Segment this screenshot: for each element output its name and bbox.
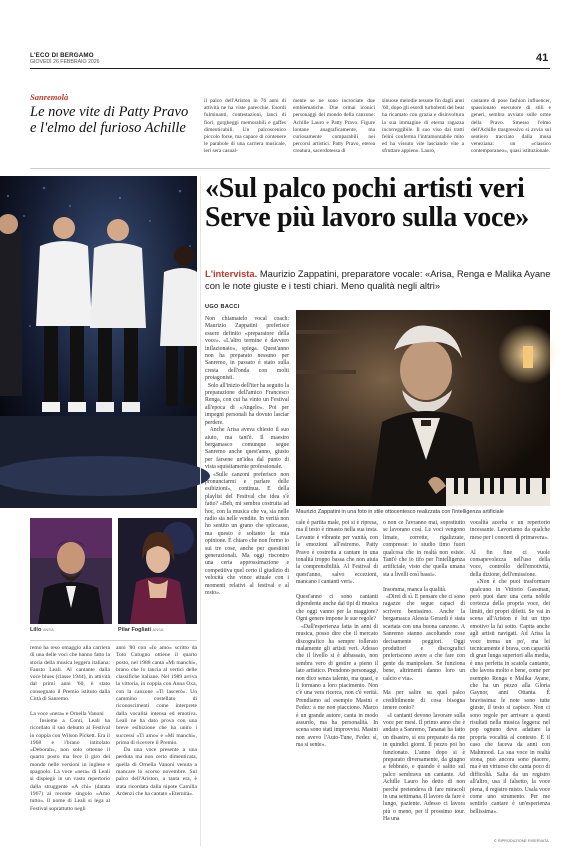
byline: UGO BACCI	[205, 304, 240, 310]
pilar-fogliati-photo	[118, 518, 197, 624]
pilar-credit: ANSA	[152, 627, 164, 632]
subhead-text: Maurizio Zappatini, preparatore vocale: «Arisa, Renga e Malika Ayane con le note giuste e i testi chiari. Meno qualità negli altri»	[205, 268, 551, 291]
page-number: 41	[536, 52, 549, 64]
lillo-caption	[30, 627, 54, 633]
sidebar-column-1: il palco dell'Ariston in 76 anni di attività ne ha viste parecchie. Esordi fulminanti, contestazioni, lanci di fiori, gorgheggi memorabili e gaffes dimenticabili. Un palcoscenico piccolo forse, ma capace di contenere le parabole di una carriera musicale, ieri sera casual-	[204, 98, 288, 155]
header-rule	[30, 68, 550, 69]
sidebar-column-3: sinuose melodie tessute fin dagli anni '60, dopo gli esordi turbolenti del beat ha ricamato con grazia e disinvoltura la sua immagine di eterna ragazza incorreggibile. Il suo viso dai tratti felini conferma l'intramontabile mito ed ha vissuto vite lasciando vite a sfruttare appieno. Lauro,	[382, 98, 466, 155]
subhead	[205, 268, 555, 292]
portrait-caption: Maurizio Zappatini in una foto in stile ottocentesco realizzata con l'intelligenza artificiale	[296, 509, 504, 515]
masthead: L'ECO DI BERGAMO	[30, 52, 94, 59]
lillo-photo	[30, 518, 112, 624]
stage-photo	[0, 176, 197, 508]
article-column-1: Non chiamatelo vocal coach: Maurizio Zappatini preferisce essere definito «preparatore della voce». «L'altro termine è davvero inflazionato», spiega. Quest'anno non ha preparato nessuno per Sanremo, in passato è stato sulla cresta dell'onda con molti protagonisti. Solo all'inizio dell'iter ha seguito la preparazione dell'amico Francesco Renga, con cui ha vinto un Festival all'epoca di «Angelo». Poi per impegni personali ha dovuto lasciar perdere. Anche Arisa aveva chiesto il suo aiuto, ma tant'è. Il maestro bergamasco comunque segue Sanremo anche quest'anno, giusto per farsene un'idea dal punto di vista squisitamente professionale. «Sulle canzoni preferisco non pronunciarmi e parlare delle esibizioni», continua. E della playlist del Festival che idea s'è fatto? «Beh, mi sembra costruita ad hoc, con la musica che va, sia nelle radio sia nelle vendite. In verità non ho sentito un grano che spiccasse, ma questo è soltanto la mia opinione. È chiaro che non formo io sui tre cose, anche per questioni generazionali. Ma oggi riscontro una certa approssimazione e competitiva quel certo il giudizio di velocità che vince attuale con i momenti relativi al festival e al resto».	[205, 316, 290, 597]
lillo-credit: ANSA	[42, 627, 54, 632]
reproduction-note: © RIPRODUZIONE RISERVATA	[494, 839, 549, 843]
article-column-4: vocalità acerba e un repertorio incessante. Lavoriamo da qualche mese per i concerti di primavera». Al fin fine ci vuole consapevolezza nell'uso della voce, controllo dell'emotività, della dizione, dell'emissione. «Non è che puoi trasformare qualcuno in Vittorio Gassman, però puoi dare una certa nobile cortezza della propria voce, dei limiti, dei propri difetti. Se vai in scena all'Ariston è lui un tipo emotivo la fai sotto. Capita anche agli artisti navigati. Ad Arisa la voce trema un po', ma lei tecnicamente è brava, con capacità di gran lunga superiori alla media, è una perfetta in scatola cantante, che lavora molto e bene, come per esempio Renga e Malika Ayane, che ha un pezzo alla Gloria Gaynor, anni Ottanta. È bravissima: le note sono tutte giuste, il testo si capisce. Non ci sono regole per arrivare a questi risultati nella musica leggera: nel pop ognuno deve adattare la propria vocalità al contesto. È il caso che faceva da anni con Mahmood. La sua voce in realtà stona, può ancora sono piacere, ma è un virtuoso che canta poco di difficoltà. Salta da un registro all'altro, usa il falsetto, la voce piena, il registro misto. Usala voce come uno strumento. Per me sentirlo cantare è un'esperienza bellissima».	[470, 520, 551, 815]
bottom-left-column-1: remo ha reso omaggio alla carriera di una delle voci che hanno fatto la storia della musica leggera italiana: Fausto Leali. Al cantante dalla voce blues (classe 1944), in attività dal primi anni '60, è stato consegnato il Premio istituto dalla Città di Sanremo. La voce «nera» e Ornella Vanoni Insieme a Conti, Leali ha ricordato il suo debutto al Festival in coppia con Wilson Pickett. Era il 1968 e l'brano intitolato «Deborah», non solo ottenne il quarto posto ma fece il giro del mondo nelle versioni in inglese e spagnolo. La voce «nera» di Leali si dispiegò in un vasto repertorio dalla struggente «A chi» (datata 1967) al recente singolo «Amo tutto». Il nome di Leali si lega al Festival soprattutto negli	[30, 645, 110, 812]
article-column-2: cale è partita male, poi si è ripresa, ma il testo è rimasto nella sua testa. Levante è vibrante per vanità, con le emozioni all'estremo. Patty Pravo è costretta a cantare in una tonalità troppo bassa che non aiuta la comprensibilità. Al Festival di quest'anno, salvo eccezioni, mancano i cantanti veri». Quest'anno ci sono cantanti dipendente anche dai tipi di musica che oggi vanno per la maggiore? Ogni genere impone le sue regole? «Dall'esperienza fatta in anni di musica, posso dire che il mercato discografico ha sempre tollerato malamente gli artisti veri. Adesso che il livello si è abbassato, non sembra vero di gestire a pieno il lato artistico. Prendono personaggi, non dico senza talento, ma quasi, e li formano a loro piacimento. Non c'è una vera ricerca, non c'è verità. Prendiamo ad esempio Masini e Fedez: a me non piacciono. Marco è un grande autore, canta in modo assurdo, ma ha personalità. In scena sono stati improvvisi. Masini non avevo l'Auto-Tune, Fedez sì, ma si sente».	[296, 520, 378, 749]
sidebar-title: Le nove vite di Patty Pravo e l'elmo del furioso Achille	[30, 104, 189, 136]
article-column-3: o non ce l'avranno mai, soprattutto se lavorano così. Le voci vengono limate, corrette, rigalizzate, compresse: io studio timo fuori qualcosa che in realtà non esiste. Tant'è che io tifo per l'intelligenza artificiale, visto che quella umana sta a livelli così bassi». Insomma, manca la qualità. «Direi di sì. E pensare che ci sono ragazze che segue capaci di scrivere benissimo. Anche la bergamasca Alessia Gerardi è stata scartata con una buona canzone. A Sanremo stanno ascoltando cose decisamente peggiori. Oggi produttori e discografici preferiscono avere a che fare con gente da manipolare. Se funziona bene, altrimenti danno loro un calcio e via». Ma per salire su quel palco credibilmente di cosa bisogna tenere conto? «I cantanti devono lavorare sulla voce per mesi. Il primo anno che è andato a Sanremo, Tananai ha fatto un disastro, si era preparato da me in quindici giorni. Il pezzo poi ho funzionato. L'anno dopo si è preparato diversamente, da giugno a febbraio, e quando è salito sul palco sembrava un cantante. Ad Achille Lauro ho detto di non perché pretendeva di fare miracoli in una settimana. Il lavoro da fare è lungo, paziente. Adesso ci lavora più o meno, per il prossimo tour. Ha una	[383, 520, 466, 823]
bottom-left-rule	[30, 640, 197, 641]
bottom-left-column-2: anni '80 con «Io amo» scritto da Toto Cutugno ottiene il quarto posto, nel 1988 canta «Mi manchi», brano che lo lancia al vertici delle classifiche italiane. Nel 1989 arriva la vittoria, in coppia con Anna Oxa, con la canzone «Ti lascerò». Un cammino costellato di riconoscimenti come interprete dalla vocalità intensa ed emotiva. Leali ne ha dato prova con una breve esibizione che ha unito i successi «Ti amo» e «Mi manchi», prima di ricevere il Premio. Da una voce presente a una perduta ma non certo dimenticata, quella di Ornella Vanoni venuta a mancare lo scorso novembre. Sul palco dell'Ariston, a tanta era, è stata ricordata dalla nipote Camilla Ardenzi che ha cantato «Eternità».	[116, 645, 197, 797]
sidebar-column-2: mente se ne sono incrociate due emblematiche. Due ormai iconici personaggi del mondo della canzone: Achille Lauro e Patty Pravo. Figure lontane anagraficamente, ma curiosamente comparabili nei percorsi artistici. Patty Pravo, eterea creatura, sacerdotessa di	[293, 98, 377, 155]
kicker: L'intervista.	[205, 268, 258, 279]
portrait-photo	[296, 310, 550, 506]
sidebar-bottom-rule	[30, 168, 550, 169]
pilar-caption	[118, 627, 163, 633]
main-headline: «Sul palco pochi artisti veri Serve più lavoro sulla voce»	[205, 173, 529, 233]
lillo-name: Lillo	[30, 627, 42, 633]
issue-date: GIOVEDÌ 26 FEBBRAIO 2026	[30, 59, 100, 65]
column-divider	[200, 176, 201, 846]
sidebar-column-4: cantante di pose fashion influencer, spassionato esecutore di stili e generi, sembra avviato sulle orme della Pravo. Smesso l'elmo dell'Achille trasgressivo si avvia sul sentiero tracciato dalla musa veneziana: un «classico contemporaneo», quasi istituzionale.	[471, 98, 553, 155]
pilar-name: Pilar Fogliati	[118, 627, 152, 633]
sidebar-section-label: Sanremolà	[30, 92, 69, 102]
